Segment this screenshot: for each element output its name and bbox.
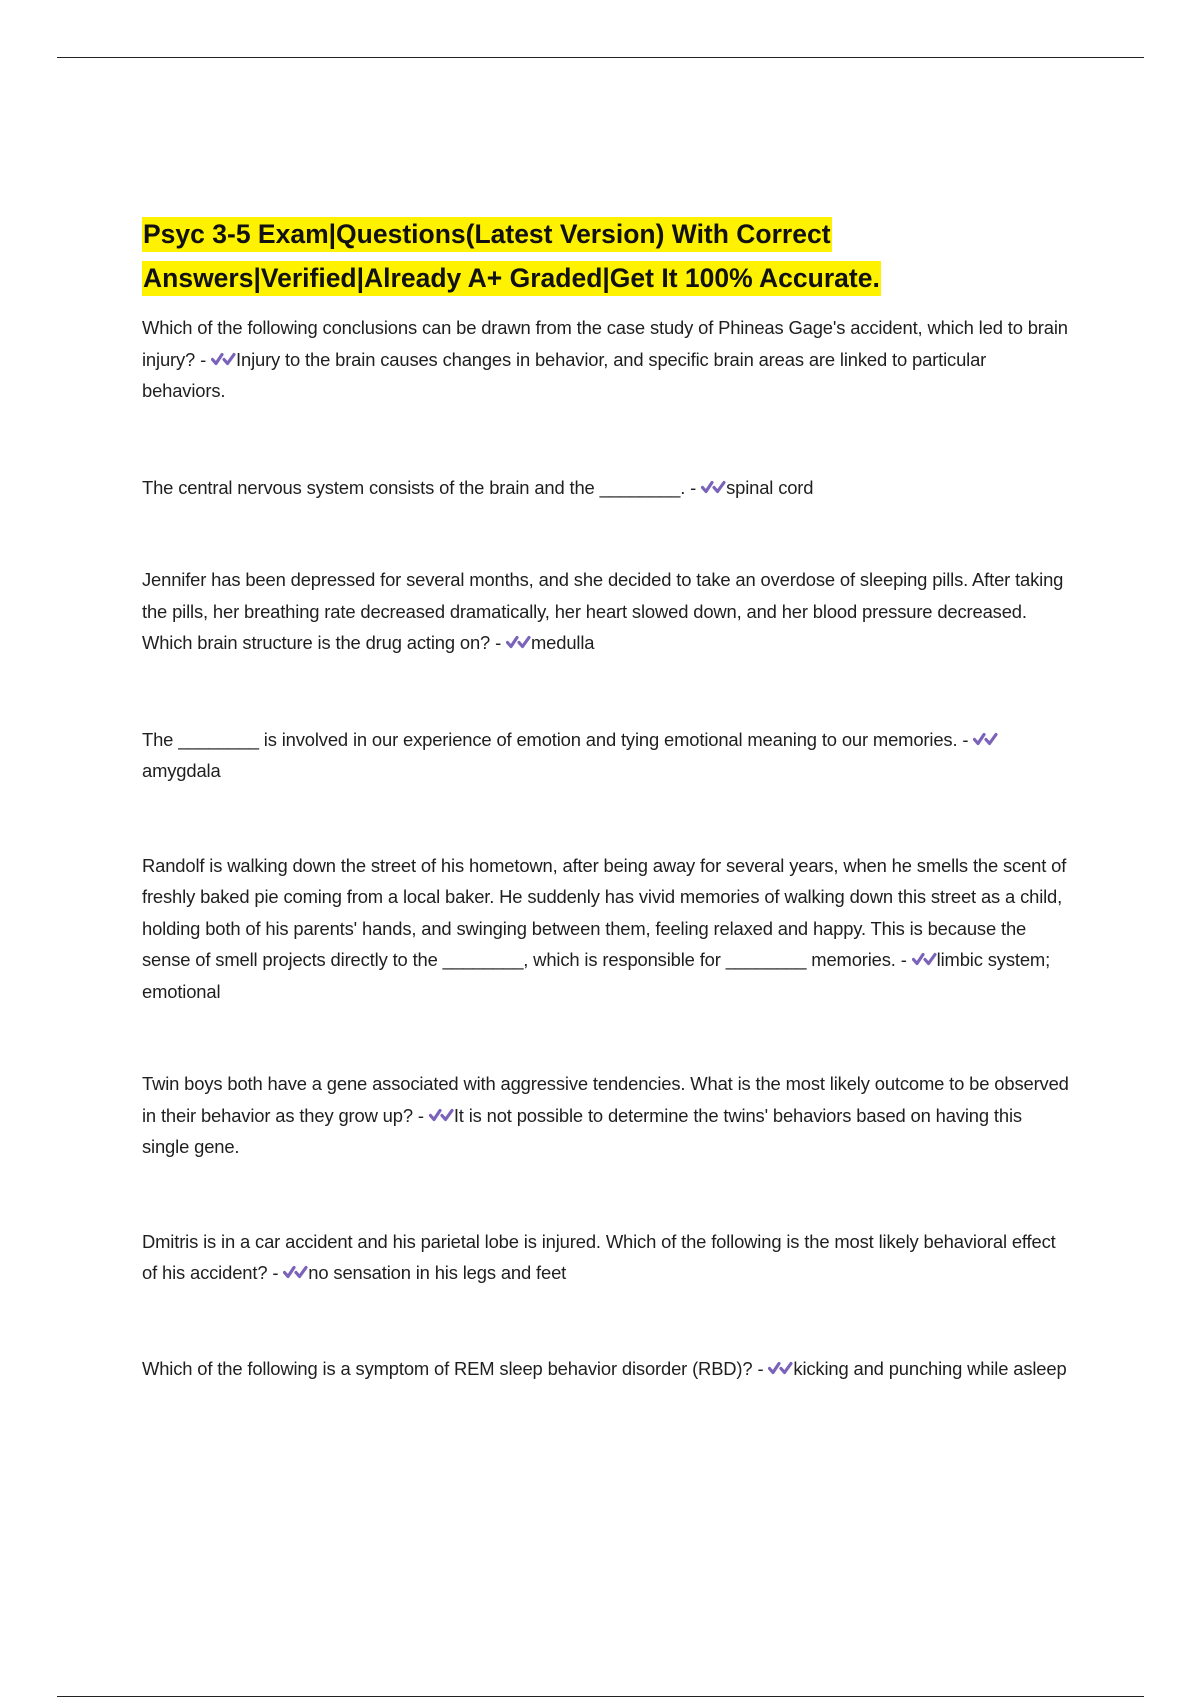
double-check-icon <box>211 348 236 370</box>
question-text: Jennifer has been depressed for several months, and she decided to take an overdose of sleeping pills. After taking the pills, her breathing rate decreased dramatically, her heart slowed down, and her blood pressure decreased. Which brain structure is the drug acting on? - <box>142 569 1064 653</box>
question-text: Twin boys both have a gene associated with aggressive tendencies. What is the most likely outcome to be observed in their behavior as they grow up? - <box>142 1073 1069 1126</box>
answer-text: no sensation in his legs and feet <box>308 1262 567 1283</box>
double-check-icon <box>768 1357 793 1379</box>
qa-item <box>142 1226 1072 1289</box>
double-check-icon <box>283 1261 308 1283</box>
answer-text: limbic system; emotional <box>142 949 1051 1002</box>
bottom-rule <box>57 1696 1144 1697</box>
title-line: Psyc 3-5 Exam|Questions(Latest Version) With Correct <box>142 217 832 252</box>
answer-text: amygdala <box>142 760 221 781</box>
double-check-icon <box>973 728 998 750</box>
qa-item <box>142 850 1072 1008</box>
question-text: Which of the following is a symptom of REM sleep behavior disorder (RBD)? - <box>142 1357 764 1379</box>
answer-text: kicking and punching while asleep <box>793 1357 1067 1379</box>
double-check-icon <box>429 1104 454 1126</box>
question-text: The ________ is involved in our experience of emotion and tying emotional meaning to our memories. - <box>142 728 969 750</box>
double-check-icon <box>912 948 937 970</box>
document-title <box>142 212 1072 300</box>
title-line: Answers|Verified|Already A+ Graded|Get It 100% Accurate. <box>142 261 881 296</box>
qa-item <box>142 312 1072 407</box>
qa-item <box>142 1353 1072 1385</box>
answer-text: Injury to the brain causes changes in behavior, and specific brain areas are linked to particular behaviors. <box>142 348 987 401</box>
document-body <box>142 212 1072 1384</box>
question-text: Which of the following conclusions can be drawn from the case study of Phineas Gage's accident, which led to brain injury? - <box>142 317 1068 370</box>
qa-item <box>142 472 1072 504</box>
question-text: Dmitris is in a car accident and his parietal lobe is injured. Which of the following is the most likely behavioral effect of his accident? - <box>142 1230 1056 1283</box>
question-text: The central nervous system consists of the brain and the ________. - <box>142 476 697 498</box>
top-rule <box>57 57 1144 58</box>
double-check-icon <box>701 476 726 498</box>
answer-text: medulla <box>531 632 595 653</box>
qa-item <box>142 724 1072 787</box>
double-check-icon <box>506 631 531 653</box>
question-text: Randolf is walking down the street of his hometown, after being away for several years, when he smells the scent of freshly baked pie coming from a local baker. He suddenly has vivid memories of walking down this street as a child, holding both of his parents' hands, and swinging between them, feeling relaxed and happy. This is because the sense of smell projects directly to the ________, which is responsible for ________ memories. - <box>142 854 1067 970</box>
answer-text: It is not possible to determine the twins' behaviors based on having this single gene. <box>142 1104 1022 1157</box>
qa-item <box>142 1068 1072 1163</box>
qa-item <box>142 564 1072 659</box>
answer-text: spinal cord <box>726 476 814 498</box>
